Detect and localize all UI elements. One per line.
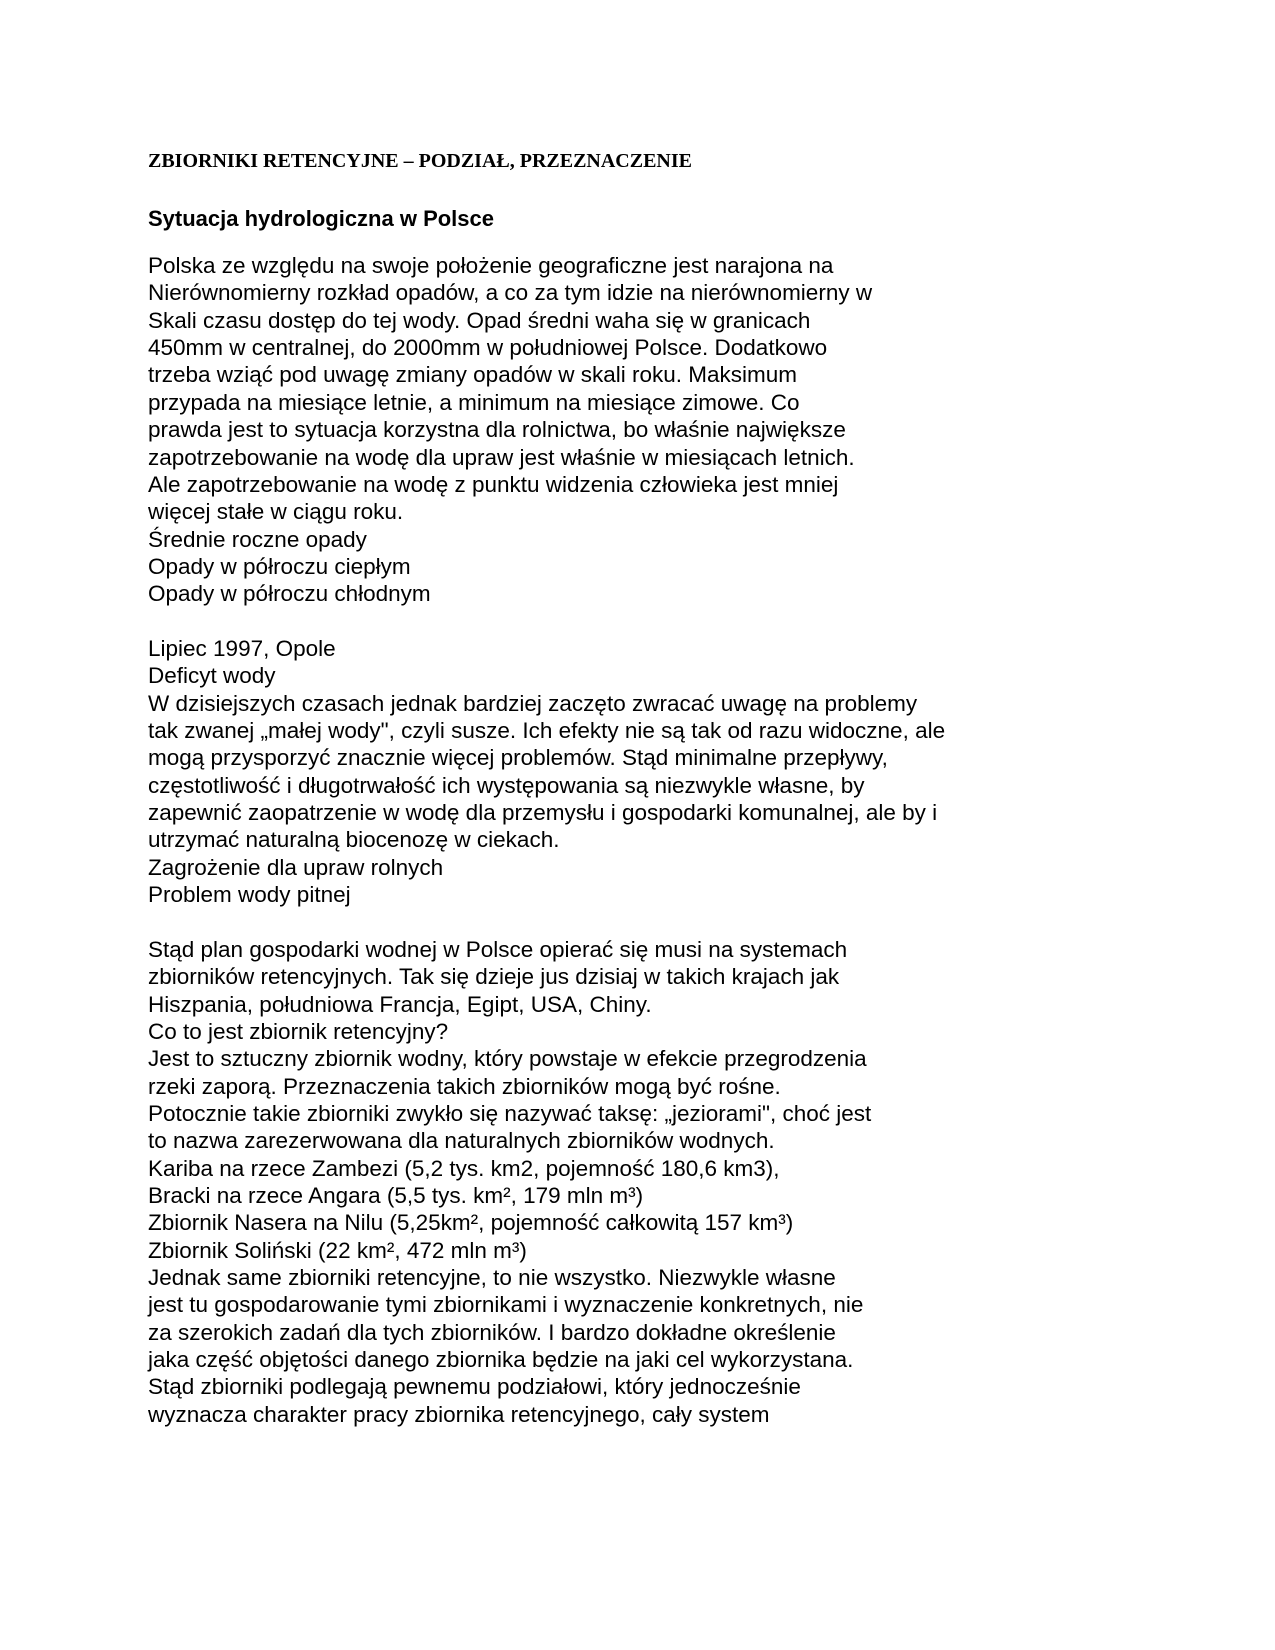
body-line: Hiszpania, południowa Francja, Egipt, USA, Chiny. — [148, 991, 652, 1017]
document-title: ZBIORNIKI RETENCYJNE – PODZIAŁ, PRZEZNACZENIE — [148, 150, 692, 172]
body-line: rzeki zaporą. Przeznaczenia takich zbiorników mogą być rośne. — [148, 1073, 781, 1099]
body-line: 450mm w centralnej, do 2000mm w południowej Polsce. Dodatkowo — [148, 335, 828, 361]
body-line: Opady w półroczu chłodnym — [148, 581, 431, 607]
body-line: Jednak same zbiorniki retencyjne, to nie wszystko. Niezwykle własne — [148, 1265, 836, 1290]
body-line: Polska ze względu na swoje położenie geograficzne jest narajona na — [148, 253, 834, 278]
body-line: Ale zapotrzebowanie na wodę z punktu widzenia człowieka jest mniej — [148, 471, 839, 497]
body-line: utrzymać naturalną biocenozę w ciekach. — [148, 827, 560, 853]
body-line: Deficyt wody — [148, 663, 276, 689]
body-line: tak zwanej „małej wody", czyli susze. Ich efekty nie są tak od razu widoczne, ale — [148, 718, 946, 743]
body-line: Zbiornik Soliński (22 km², 472 mln m³) — [148, 1237, 527, 1263]
body-line: Jest to sztuczny zbiornik wodny, który powstaje w efekcie przegrodzenia — [148, 1046, 867, 1072]
body-line: zapotrzebowanie na wodę dla upraw jest właśnie w miesiącach letnich. — [148, 444, 855, 470]
body-line: Opady w półroczu ciepłym — [148, 553, 411, 579]
body-line: wyznacza charakter pracy zbiornika retencyjnego, cały system — [148, 1401, 770, 1427]
body-line: za szerokich zadań dla tych zbiorników. I bardzo dokładne określenie — [148, 1319, 836, 1345]
body-line: Nierównomierny rozkład opadów, a co za tym idzie na nierównomierny w — [148, 280, 873, 306]
body-line: to nazwa zarezerwowana dla naturalnych zbiorników wodnych. — [148, 1128, 775, 1154]
body-line: mogą przysporzyć znacznie więcej problemów. Stąd minimalne przepływy, — [148, 745, 888, 771]
body-line: zapewnić zaopatrzenie w wodę dla przemysłu i gospodarki komunalnej, ale by i — [148, 800, 938, 825]
body-line: W dzisiejszych czasach jednak bardziej zaczęto zwracać uwagę na problemy — [148, 690, 918, 716]
body-line: Średnie roczne opady — [148, 526, 367, 552]
body-line: Zagrożenie dla upraw rolnych — [148, 854, 444, 880]
body-line: jest tu gospodarowanie tymi zbiornikami i wyznaczenie konkretnych, nie — [148, 1292, 864, 1318]
body-line: Zbiornik Nasera na Nilu (5,25km², pojemność całkowitą 157 km³) — [148, 1210, 794, 1236]
body-line: Bracki na rzece Angara (5,5 tys. km², 179 mln m³) — [148, 1182, 644, 1208]
body-line: Skali czasu dostęp do tej wody. Opad średni waha się w granicach — [148, 307, 811, 333]
body-line: Co to jest zbiornik retencyjny? — [148, 1018, 449, 1044]
body-line: więcej stałe w ciągu roku. — [148, 499, 404, 525]
body-line: trzeba wziąć pod uwagę zmiany opadów w skali roku. Maksimum — [148, 362, 798, 388]
body-line: zbiorników retencyjnych. Tak się dzieje jus dzisiaj w takich krajach jak — [148, 964, 840, 990]
body-line: Kariba na rzece Zambezi (5,2 tys. km2, pojemność 180,6 km3), — [148, 1155, 780, 1181]
body-line: Problem wody pitnej — [148, 882, 351, 908]
body-line: przypada na miesiące letnie, a minimum na miesiące zimowe. Co — [148, 389, 800, 415]
section-heading: Sytuacja hydrologiczna w Polsce — [148, 206, 494, 231]
body-line: Stąd zbiorniki podlegają pewnemu podziałowi, który jednocześnie — [148, 1374, 801, 1400]
body-line: Potocznie takie zbiorniki zwykło się nazywać taksę: „jeziorami", choć jest — [148, 1100, 872, 1126]
body-line: Stąd plan gospodarki wodnej w Polsce opierać się musi na systemach — [148, 936, 848, 962]
body-line: częstotliwość i długotrwałość ich występowania są niezwykle własne, by — [148, 772, 865, 798]
body-line: prawda jest to sytuacja korzystna dla rolnictwa, bo właśnie największe — [148, 417, 846, 443]
body-line: jaka część objętości danego zbiornika będzie na jaki cel wykorzystana. — [148, 1347, 854, 1372]
body-line: Lipiec 1997, Opole — [148, 635, 336, 661]
